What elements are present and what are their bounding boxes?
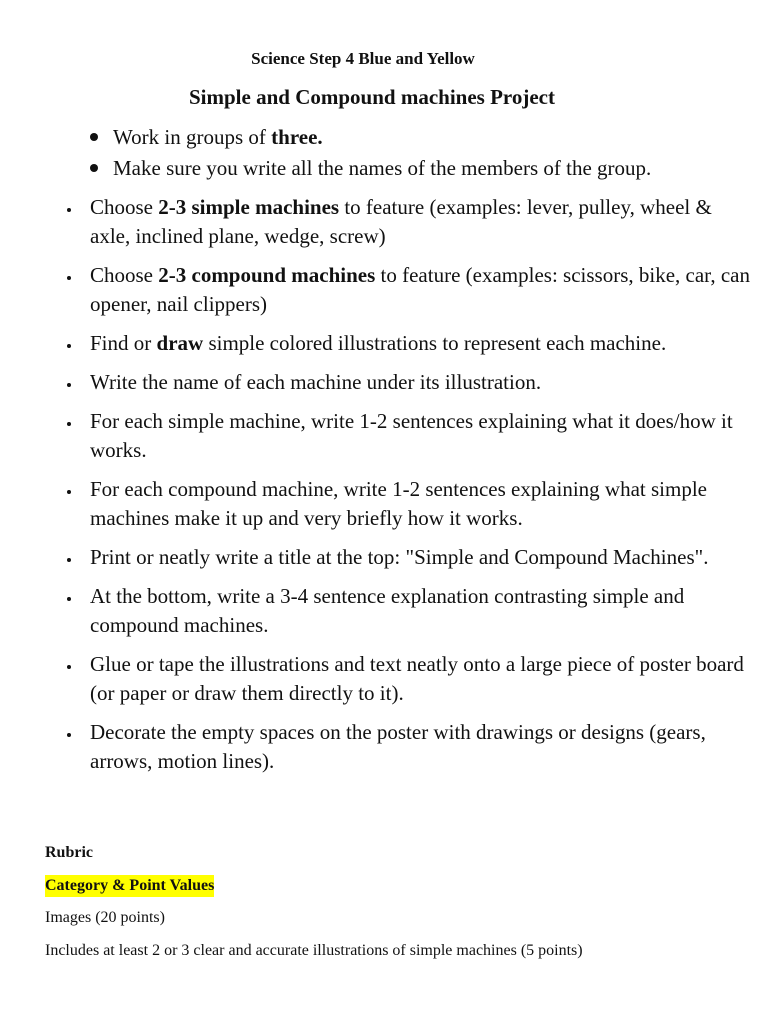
item-bold-text: 2-3 compound machines bbox=[158, 263, 376, 287]
item-bold-text: draw bbox=[156, 331, 204, 355]
group-instructions-list bbox=[90, 122, 651, 184]
item-bold-text: three. bbox=[271, 125, 323, 149]
item-text: Work in groups of bbox=[113, 125, 272, 149]
rubric-category-highlight: Category & Point Values bbox=[45, 875, 214, 897]
item-text: Find or bbox=[90, 331, 157, 355]
item-text: At the bottom, write a 3-4 sentence explanation contrasting simple and compound machines. bbox=[90, 584, 685, 637]
list-item bbox=[64, 582, 754, 640]
item-text: For each simple machine, write 1-2 sentences explaining what it does/how it works. bbox=[90, 409, 733, 462]
rubric-heading: Rubric bbox=[45, 844, 93, 861]
list-item bbox=[64, 261, 754, 319]
course-heading: Science Step 4 Blue and Yellow bbox=[251, 49, 475, 68]
list-item bbox=[64, 475, 754, 533]
list-item bbox=[90, 153, 651, 184]
project-title: Simple and Compound machines Project bbox=[189, 85, 555, 109]
list-item bbox=[64, 193, 754, 251]
list-item bbox=[64, 543, 754, 572]
item-text: Make sure you write all the names of the members of the group. bbox=[113, 156, 652, 180]
rubric-section bbox=[45, 842, 745, 973]
list-item bbox=[64, 368, 754, 397]
item-text: For each compound machine, write 1-2 sentences explaining what simple machines make it up and very briefly how it works. bbox=[90, 477, 707, 530]
rubric-line: Images (20 points) bbox=[45, 909, 165, 926]
item-text: simple colored illustrations to represent each machine. bbox=[203, 331, 667, 355]
item-text: Choose bbox=[90, 263, 159, 287]
list-item bbox=[90, 122, 651, 153]
item-text: to feature (examples: lever, pulley, wheel & axle, inclined plane, wedge, screw) bbox=[90, 195, 712, 248]
item-text: Choose bbox=[90, 195, 159, 219]
item-text: Glue or tape the illustrations and text neatly onto a large piece of poster board (or paper or draw them directly to it). bbox=[90, 652, 744, 705]
list-item bbox=[64, 650, 754, 708]
item-text: Print or neatly write a title at the top: "Simple and Compound Machines". bbox=[90, 545, 709, 569]
list-item bbox=[64, 718, 754, 776]
item-text: to feature (examples: scissors, bike, car, can opener, nail clippers) bbox=[90, 263, 750, 316]
list-item bbox=[64, 329, 754, 358]
list-item bbox=[64, 407, 754, 465]
item-bold-text: 2-3 simple machines bbox=[158, 195, 340, 219]
item-text: Write the name of each machine under its illustration. bbox=[90, 370, 542, 394]
task-instructions-list bbox=[64, 193, 754, 786]
rubric-line: Includes at least 2 or 3 clear and accurate illustrations of simple machines (5 points) bbox=[45, 942, 583, 959]
item-text: Decorate the empty spaces on the poster with drawings or designs (gears, arrows, motion lines). bbox=[90, 720, 706, 773]
